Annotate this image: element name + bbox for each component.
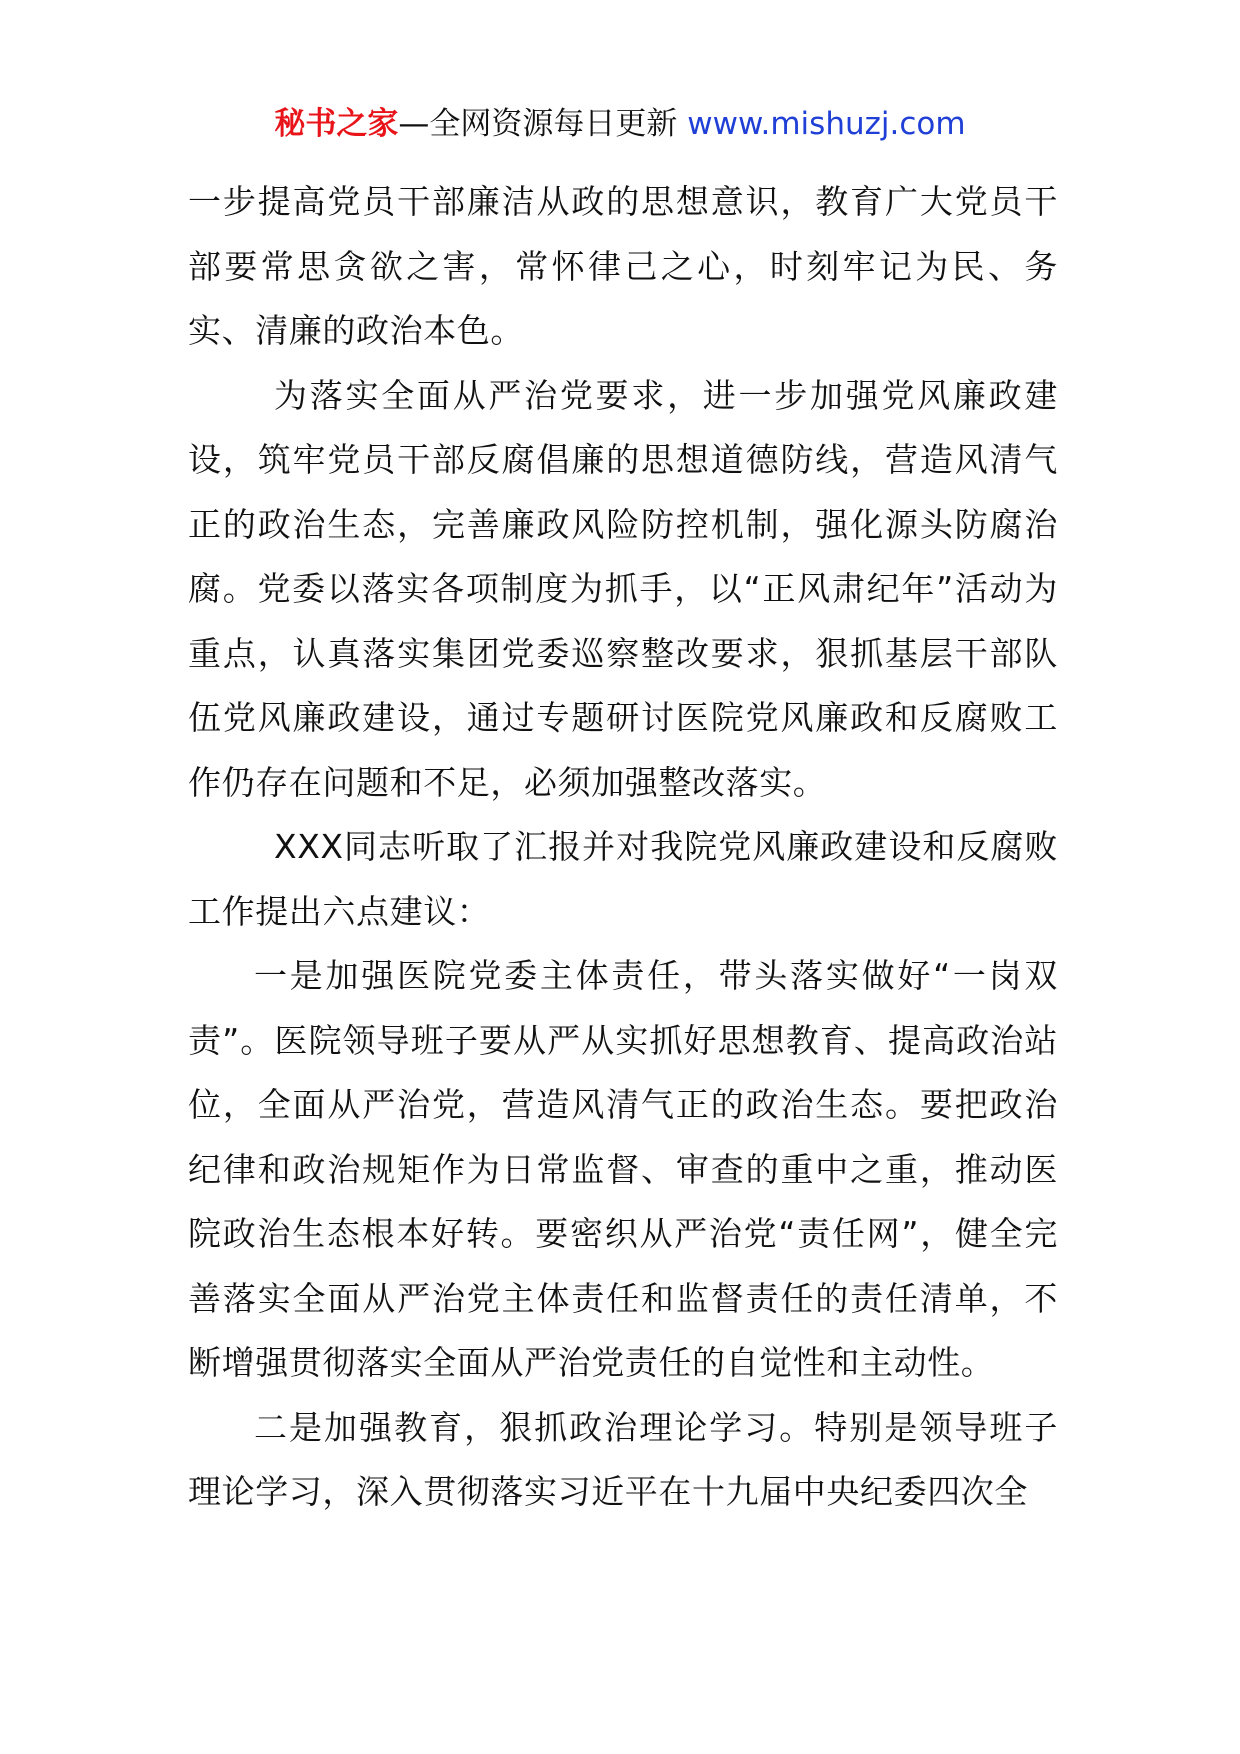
paragraph-suggestion-two: 二是加强教育，狠抓政治理论学习。特别是领导班子理论学习，深入贯彻落实习近平在十九届中央纪委四次全 <box>188 1407 1058 1511</box>
paragraph-continuation: 一步提高党员干部廉洁从政的思想意识，教育广大党员干部要常思贪欲之害，常怀律己之心，时刻牢记为民、务实、清廉的政治本色。 <box>188 182 1058 350</box>
document-body <box>188 170 1058 1525</box>
paragraph-suggestion-one: 一是加强医院党委主体责任，带头落实做好“一岗双责”。医院领导班子要从严从实抓好思想教育、提高政治站位，全面从严治党，营造风清气正的政治生态。要把政治纪律和政治规矩作为日常监督、审查的重中之重，推动医院政治生态根本好转。要密织从严治党“责任网”，健全完善落实全面从严治党主体责任和监督责任的责任清单，不断增强贯彻落实全面从严治党责任的自觉性和主动性。 <box>188 956 1058 1382</box>
header-url-link[interactable]: www.mishuzj.com <box>687 106 966 142</box>
paragraph-suggestions-intro: XXX同志听取了汇报并对我院党风廉政建设和反腐败工作提出六点建议： <box>188 827 1058 931</box>
header-brand: 秘书之家 <box>274 106 399 142</box>
page-header <box>0 104 1240 144</box>
header-tagline: —全网资源每日更新 <box>398 106 688 142</box>
paragraph-anti-corruption: 为落实全面从严治党要求，进一步加强党风廉政建设，筑牢党员干部反腐倡廉的思想道德防线，营造风清气正的政治生态，完善廉政风险防控机制，强化源头防腐治腐。党委以落实各项制度为抓手，以“正风肃纪年”活动为重点，认真落实集团党委巡察整改要求，狠抓基层干部队伍党风廉政建设，通过专题研讨医院党风廉政和反腐败工作仍存在问题和不足，必须加强整改落实。 <box>188 375 1058 802</box>
